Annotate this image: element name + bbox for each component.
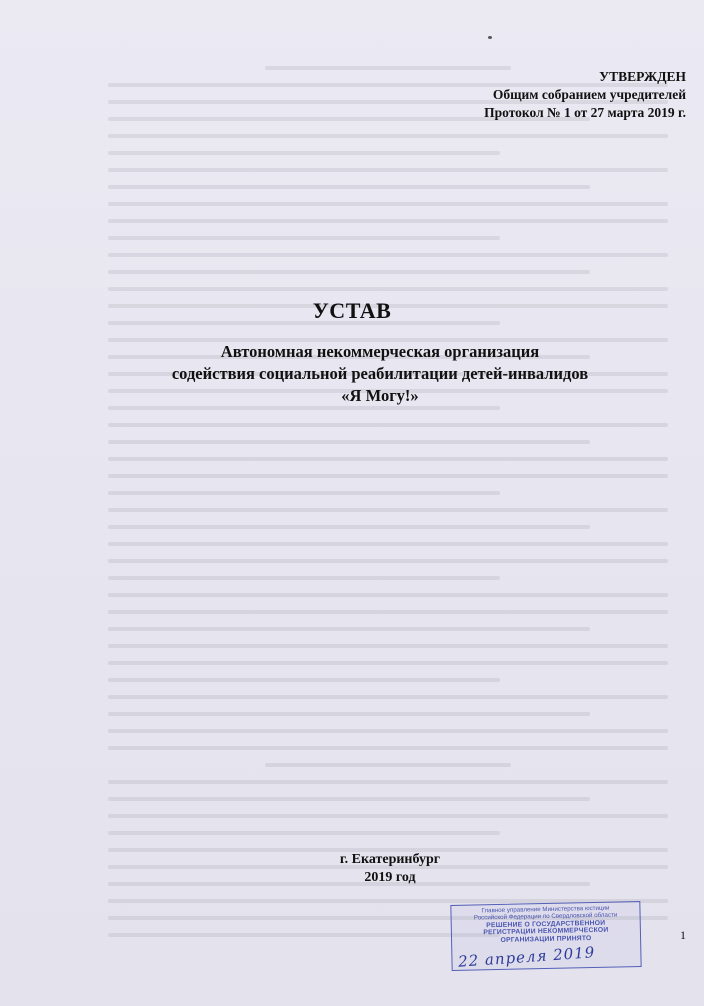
approval-body: Общим собранием учредителей [492, 87, 686, 102]
organization-name [100, 341, 660, 407]
organization-name-line-3: «Я Могу!» [341, 386, 419, 405]
approval-protocol: Протокол № 1 от 27 марта 2019 г. [484, 105, 686, 120]
organization-name-line-2: содействия социальной реабилитации детей-инвалидов [171, 364, 589, 383]
place-and-year [0, 851, 704, 887]
document-title: УСТАВ [312, 298, 392, 323]
approval-block [356, 68, 686, 122]
stamp-line-3: РЕШЕНИЕ О ГОСУДАРСТВЕННОЙ [486, 919, 606, 930]
stamp-line-4: РЕГИСТРАЦИИ НЕКОММЕРЧЕСКОЙ [483, 926, 609, 937]
approval-heading: УТВЕРЖДЕН [599, 69, 686, 84]
page-number: 1 [680, 928, 686, 942]
ink-speck [488, 36, 492, 39]
stamp-line-1: Главное управление Министерства юстиции [481, 904, 610, 915]
year: 2019 год [364, 870, 416, 885]
handwritten-date-signature: 22 апреля 2019 [457, 943, 596, 971]
organization-name-line-1: Автономная некоммерческая организация [220, 342, 540, 361]
stamp-line-2: Российской Федерации по Свердловской области [473, 911, 618, 922]
bleed-through-text [108, 66, 668, 946]
stamp-line-5: ОРГАНИЗАЦИИ ПРИНЯТО [500, 934, 592, 944]
city: г. Екатеринбург [339, 852, 441, 867]
